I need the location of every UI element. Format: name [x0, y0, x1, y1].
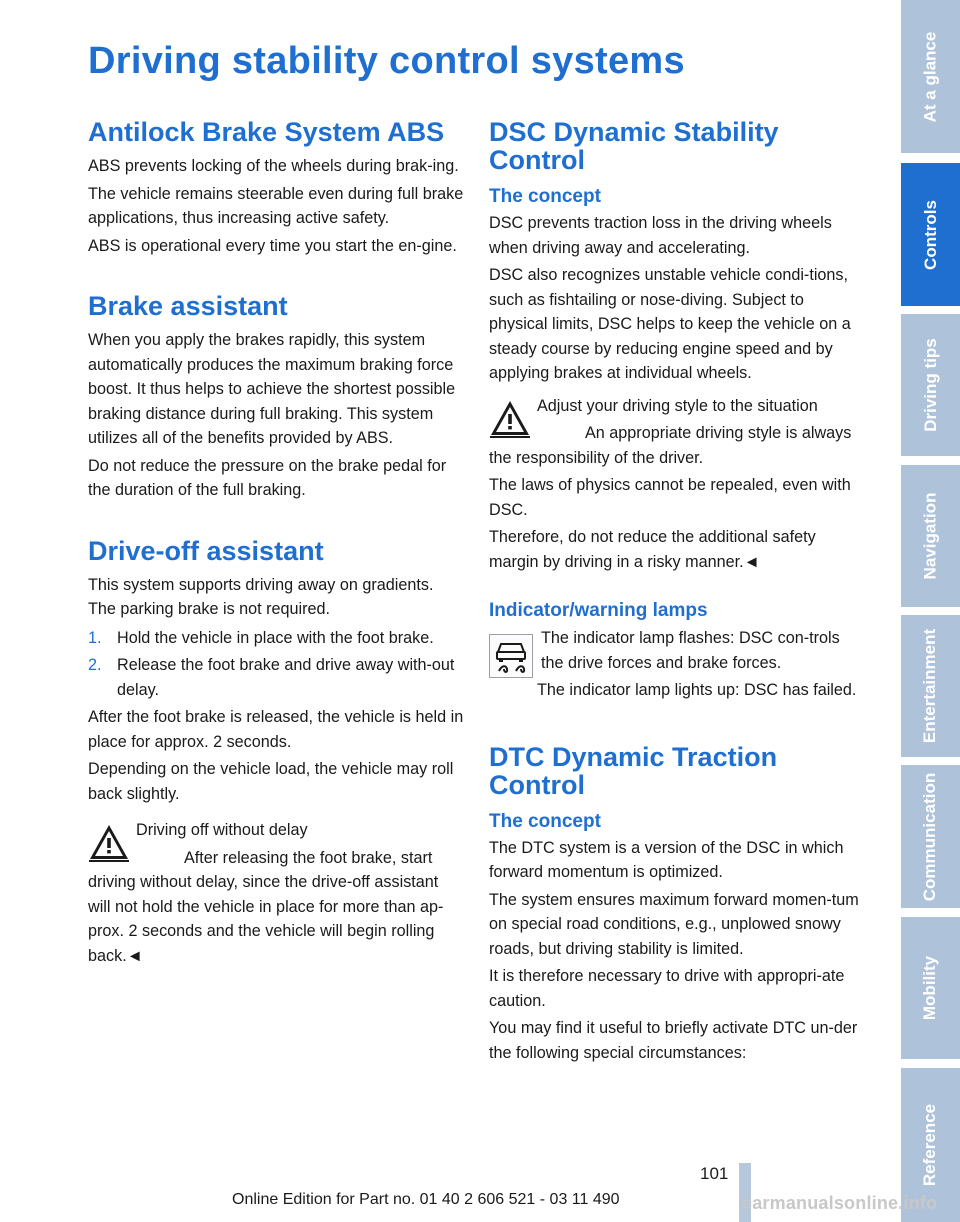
chapter-tabs	[901, 0, 960, 1222]
page-title: Driving stability control systems	[88, 40, 685, 82]
left-column	[88, 118, 464, 968]
tab-driving-tips[interactable]	[901, 314, 960, 456]
tab-label: Navigation	[920, 492, 940, 580]
lamp-block	[489, 626, 861, 703]
brake-assistant-paragraph-1: When you apply the brakes rapidly, this system automatically produces the maximum braking force boost. It thus helps to achieve the shortest possible braking distance during full braking. This system utilizes all of the benefits provided by ABS.	[88, 331, 456, 447]
dsc-lamp-icon	[489, 634, 533, 678]
driveoff-paragraph-1: This system supports driving away on gradients. The parking brake is not required.	[88, 575, 434, 618]
warning-triangle-icon	[88, 822, 130, 864]
tab-label: Communication	[920, 772, 940, 901]
tab-label: Reference	[920, 1103, 940, 1187]
tab-label: Controls	[920, 199, 940, 270]
dtc-paragraph-2: The system ensures maximum forward momen-tum on special road conditions, e.g., unplowed snowy roads, but driving stability is limited.	[489, 890, 859, 958]
brake-assistant-heading: Brake assistant	[88, 291, 288, 321]
step-number: 1.	[88, 628, 102, 647]
driveoff-paragraph-2: After the foot brake is released, the vehicle is held in place for approx. 2 seconds.	[88, 708, 464, 751]
list-item	[88, 653, 464, 702]
dsc-warning	[489, 394, 861, 471]
warning-title: Adjust your driving style to the situation	[537, 396, 818, 415]
tab-controls[interactable]	[901, 163, 960, 306]
tab-label: Driving tips	[920, 338, 940, 432]
dtc-paragraph-3: It is therefore necessary to drive with appropri-ate caution.	[489, 967, 845, 1010]
dsc-paragraph-4: Therefore, do not reduce the additional safety margin by driving in a risky manner.◄	[489, 528, 816, 571]
tab-mobility[interactable]	[901, 917, 960, 1059]
dsc-paragraph-1: DSC prevents traction loss in the driving wheels when driving away and accelerating.	[489, 214, 832, 257]
tab-label: At a glance	[920, 31, 940, 122]
lamps-heading: Indicator/warning lamps	[489, 600, 708, 621]
tab-at-a-glance[interactable]	[901, 0, 960, 153]
tab-label: Entertainment	[920, 628, 940, 744]
dsc-heading: DSC Dynamic Stability Control	[489, 117, 779, 175]
abs-paragraph-2: The vehicle remains steerable even during full brake applications, thus increasing active safety.	[88, 184, 464, 227]
tab-entertainment[interactable]	[901, 615, 960, 757]
dsc-paragraph-2: DSC also recognizes unstable vehicle condi-tions, such as fishtailing or nose-diving. Subject to physical limits, DSC helps to keep the vehicle on a steady course by reducing engine speed and by applying brakes at individual wheels.	[489, 266, 851, 382]
abs-heading: Antilock Brake System ABS	[88, 117, 445, 147]
step-number: 2.	[88, 656, 102, 674]
dtc-heading: DTC Dynamic Traction Control	[489, 741, 778, 800]
lamp-flash-text: The indicator lamp flashes: DSC con-trols the drive forces and brake forces.	[541, 629, 840, 672]
driveoff-warning	[88, 818, 464, 968]
tab-label: Mobility	[920, 955, 940, 1021]
dtc-concept-heading: The concept	[489, 810, 601, 832]
dsc-concept-heading: The concept	[489, 186, 601, 207]
tab-communication[interactable]	[901, 765, 960, 908]
warning-title: Driving off without delay	[136, 821, 308, 839]
dsc-paragraph-3: The laws of physics cannot be repealed, even with DSC.	[489, 476, 851, 519]
step-text: Release the foot brake and drive away with-out delay.	[117, 656, 455, 699]
list-item	[88, 626, 464, 651]
driveoff-heading: Drive-off assistant	[88, 535, 324, 566]
tab-navigation[interactable]	[901, 465, 960, 607]
driveoff-steps	[88, 626, 464, 703]
driveoff-paragraph-3: Depending on the vehicle load, the vehicle may roll back slightly.	[88, 760, 454, 803]
dtc-paragraph-1: The DTC system is a version of the DSC in which forward momentum is optimized.	[489, 838, 844, 881]
footer-edition: Online Edition for Part no. 01 40 2 606 521 - 03 11 490	[232, 1191, 620, 1208]
warning-triangle-icon	[489, 398, 531, 440]
warning-text: An appropriate driving style is always the responsibility of the driver.	[489, 424, 852, 467]
warning-text: After releasing the foot brake, start driving without delay, since the drive-off assistant will not hold the vehicle in place for more than ap-prox. 2 seconds and the vehicle will begin rolling back.◄	[88, 848, 444, 965]
right-column	[489, 118, 861, 1065]
page-number: 101	[700, 1164, 729, 1183]
step-text: Hold the vehicle in place with the foot brake.	[117, 628, 434, 647]
dtc-paragraph-4: You may find it useful to briefly activate DTC un-der the following special circumstances:	[489, 1019, 858, 1062]
brake-assistant-paragraph-2: Do not reduce the pressure on the brake pedal for the duration of the full braking.	[88, 456, 447, 499]
abs-paragraph-3: ABS is operational every time you start the en-gine.	[88, 236, 457, 255]
watermark: carmanualsonline.info	[742, 1193, 938, 1213]
abs-paragraph-1: ABS prevents locking of the wheels during brak-ing.	[88, 157, 459, 175]
lamp-on-text: The indicator lamp lights up: DSC has failed.	[537, 681, 857, 699]
